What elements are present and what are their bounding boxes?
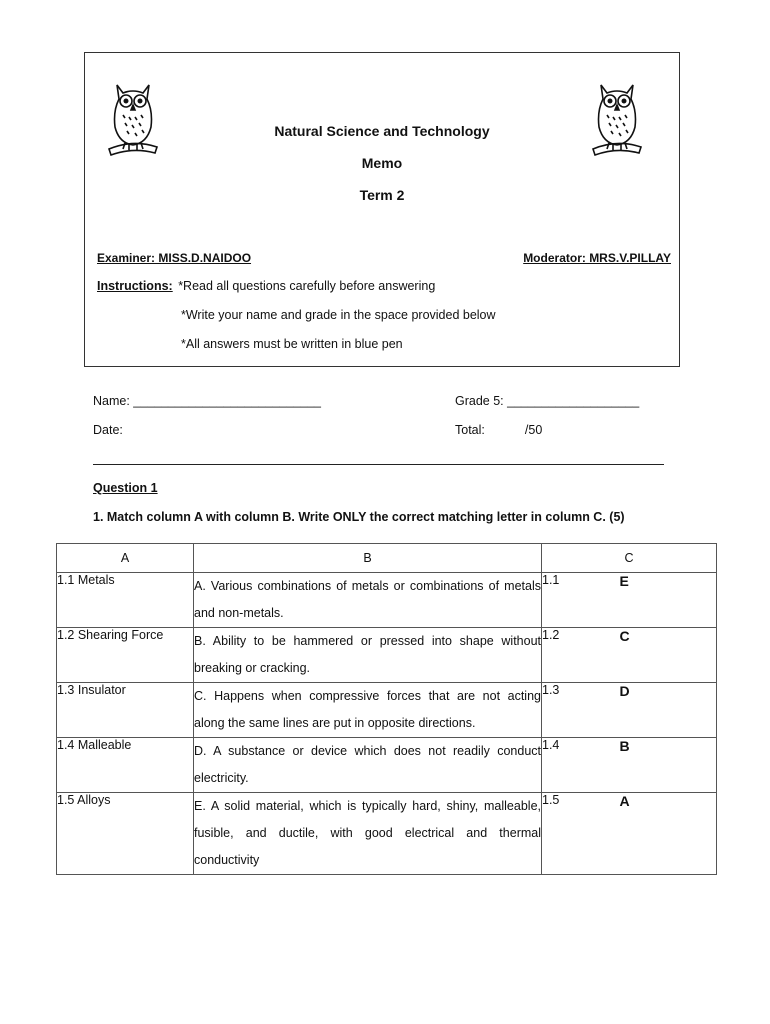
table-row [57, 628, 717, 683]
cell-c-answer[interactable]: A [586, 793, 717, 875]
cell-a: 1.3 Insulator [57, 683, 194, 738]
header-box [84, 52, 680, 367]
doc-subtitle: Memo [361, 155, 403, 171]
instruction-item: *Read all questions carefully before answering [178, 279, 436, 293]
cell-a: 1.2 Shearing Force [57, 628, 194, 683]
header-col-c: C [542, 544, 717, 573]
divider [93, 464, 664, 465]
question-title: Question 1 [93, 481, 158, 495]
cell-c-answer[interactable]: B [586, 738, 717, 793]
cell-a: 1.1 Metals [57, 573, 194, 628]
cell-c-number: 1.1 [542, 573, 586, 628]
cell-b: A. Various combinations of metals or combinations of metals and non-metals. [194, 573, 542, 628]
cell-b: D. A substance or device which does not readily conduct electricity. [194, 738, 542, 793]
doc-title: Natural Science and Technology [274, 123, 490, 139]
total-field [455, 423, 542, 437]
owl-icon [107, 77, 159, 159]
owl-icon [591, 77, 643, 159]
cell-c-answer[interactable]: E [586, 573, 717, 628]
cell-c-number: 1.5 [542, 793, 586, 875]
matching-table [56, 543, 717, 875]
doc-term: Term 2 [359, 187, 405, 203]
instruction-item: *All answers must be written in blue pen [181, 337, 403, 351]
question-instruction: 1. Match column A with column B. Write ONLY the correct matching letter in column C. (5) [93, 510, 625, 524]
moderator-label: Moderator: MRS.V.PILLAY [523, 251, 671, 265]
name-field[interactable]: Name: ___________________________ [93, 394, 321, 408]
cell-c-number: 1.3 [542, 683, 586, 738]
table-row [57, 738, 717, 793]
header-col-b: B [194, 544, 542, 573]
header-col-a: A [57, 544, 194, 573]
cell-b: C. Happens when compressive forces that are not acting along the same lines are put in opposite directions. [194, 683, 542, 738]
cell-a: 1.4 Malleable [57, 738, 194, 793]
date-field[interactable]: Date: [93, 423, 123, 437]
table-header-row [57, 544, 717, 573]
table-row [57, 683, 717, 738]
cell-c-answer[interactable]: D [586, 683, 717, 738]
total-score: /50 [524, 423, 543, 437]
total-label: Total: [455, 423, 485, 437]
cell-c-number: 1.2 [542, 628, 586, 683]
instructions-label: Instructions: [97, 279, 173, 293]
table-row [57, 573, 717, 628]
cell-c-number: 1.4 [542, 738, 586, 793]
instruction-item: *Write your name and grade in the space provided below [181, 308, 496, 322]
examiner-label: Examiner: MISS.D.NAIDOO [97, 251, 252, 265]
cell-b: B. Ability to be hammered or pressed into shape without breaking or cracking. [194, 628, 542, 683]
cell-a: 1.5 Alloys [57, 793, 194, 875]
grade-field[interactable]: Grade 5: ___________________ [455, 394, 640, 408]
cell-c-answer[interactable]: C [586, 628, 717, 683]
instructions-row [97, 279, 435, 293]
table-row [57, 793, 717, 875]
cell-b: E. A solid material, which is typically hard, shiny, malleable, fusible, and ductile, with good electrical and thermal conductivity [194, 793, 542, 875]
